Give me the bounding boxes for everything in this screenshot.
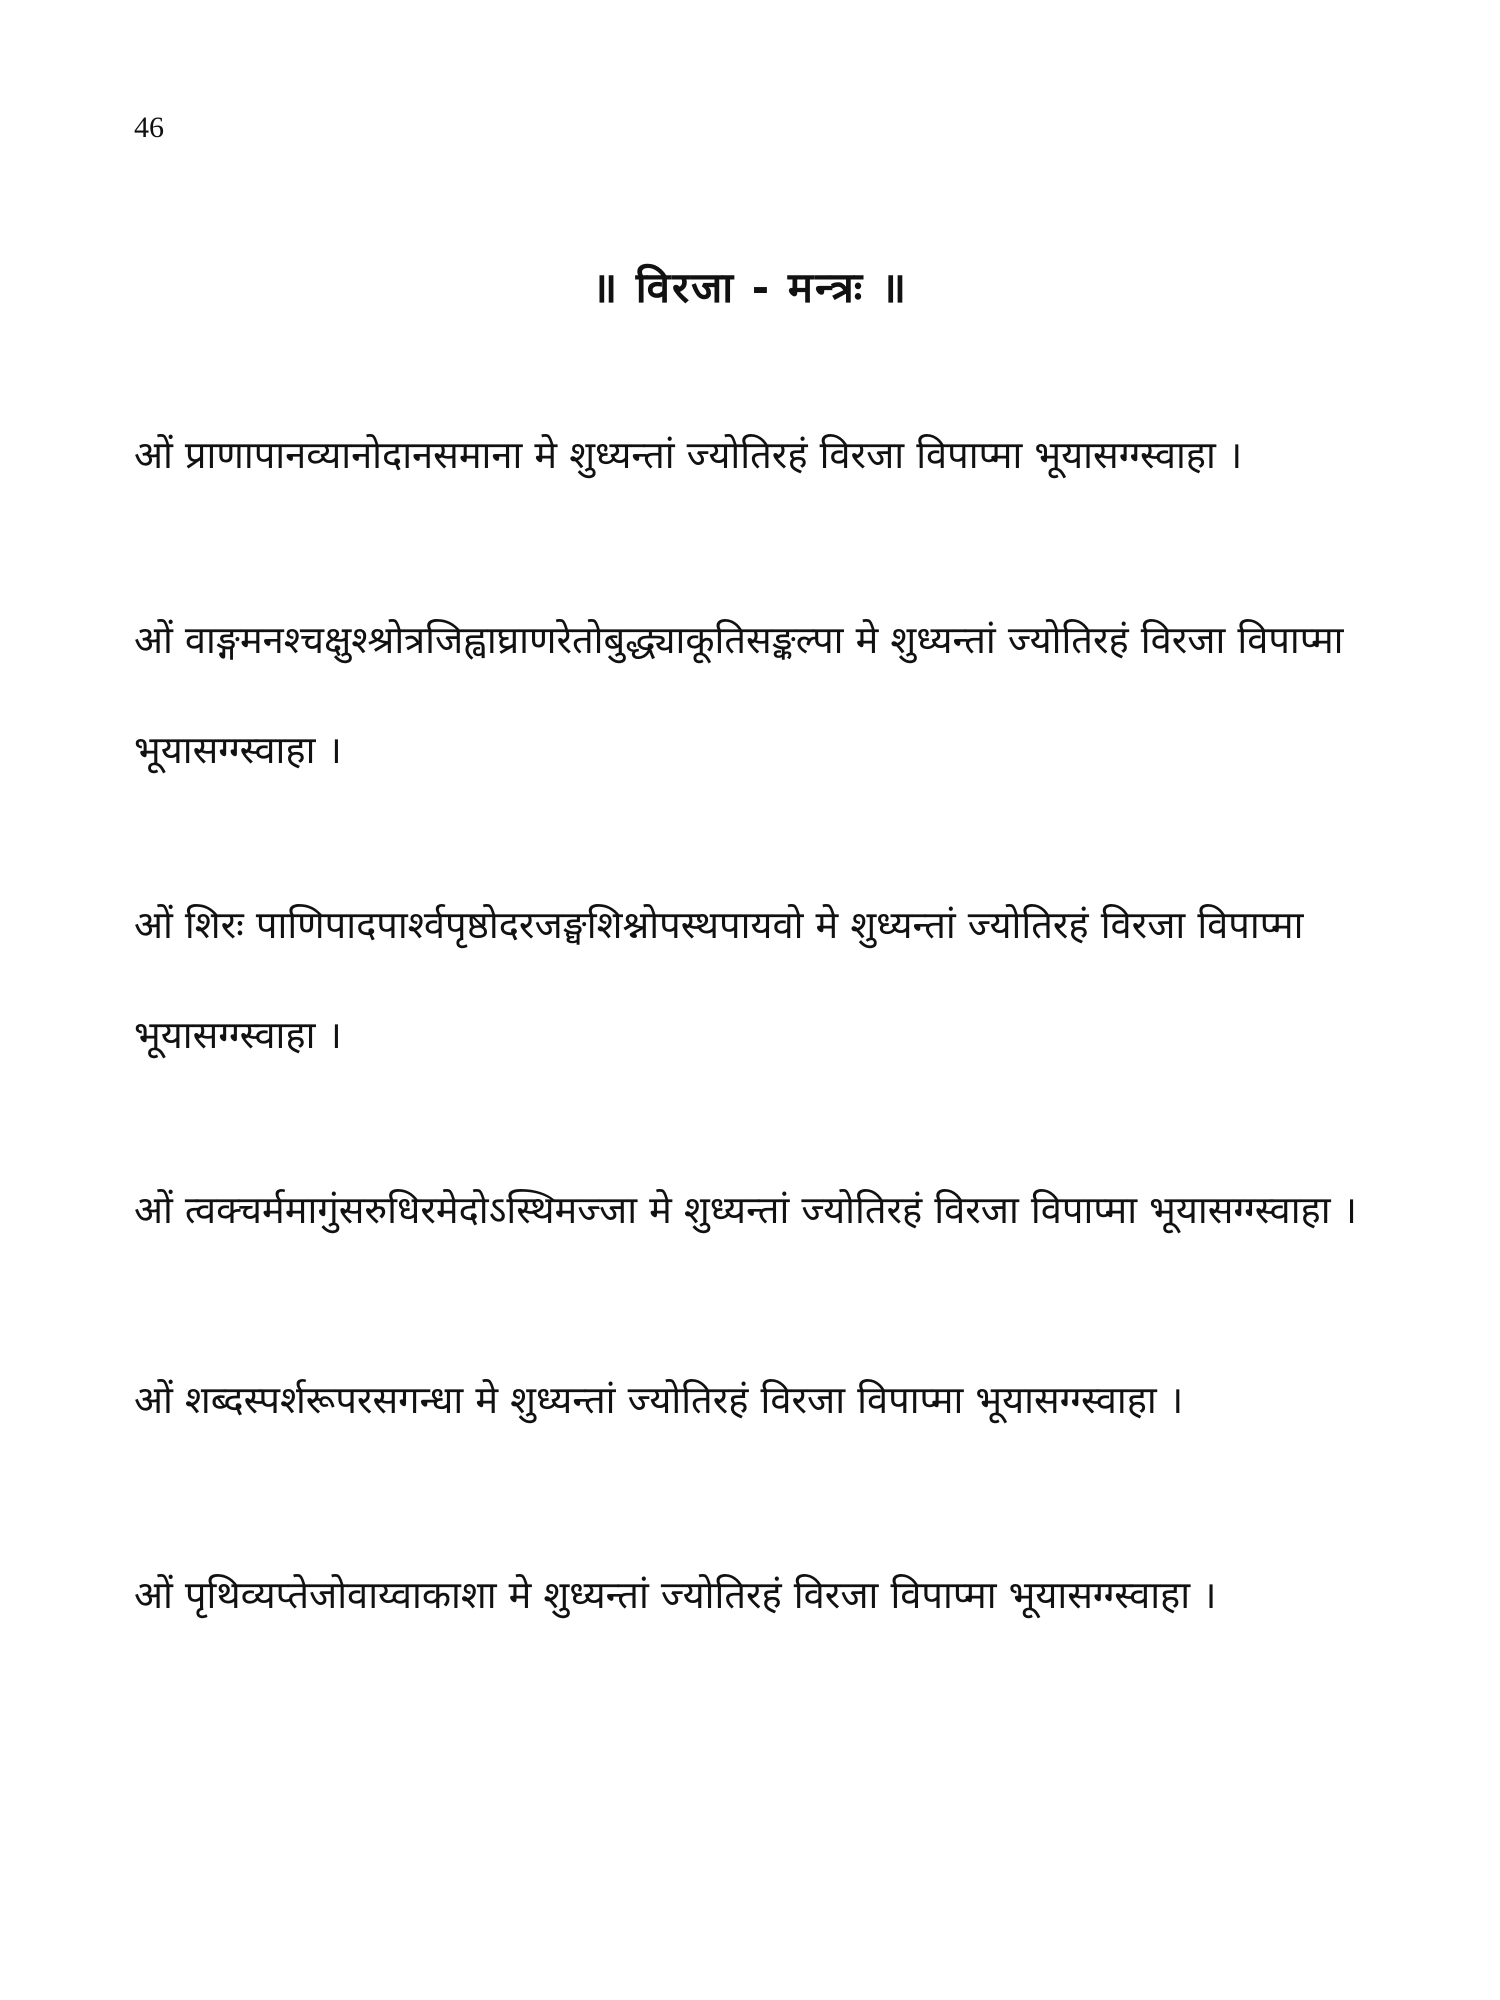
mantra-line-6: ओं पृथिव्यप्तेजोवाय्वाकाशा मे शुध्यन्तां ज्योतिरहं विरजा विपाप्मा भूयासग्ग्स्वाहा । — [134, 1573, 1217, 1617]
mantra-line-3: ओं शिरः पाणिपादपार्श्वपृष्ठोदरजङ्घशिश्नोपस्थपायवो मे शुध्यन्तां ज्योतिरहं विरजा विपाप्मा भूयासग्ग्स्वाहा । — [134, 903, 1304, 1057]
page-number: 46 — [134, 111, 164, 144]
mantra-line-4: ओं त्वक्चर्ममागुंसरुधिरमेदोऽस्थिमज्जा मे शुध्यन्तां ज्योतिरहं विरजा विपाप्मा भूयासग्ग्स्वाहा । — [134, 1188, 1358, 1232]
mantra-line-5: ओं शब्दस्पर्शरूपरसगन्धा मे शुध्यन्तां ज्योतिरहं विरजा विपाप्मा भूयासग्ग्स्वाहा । — [134, 1378, 1184, 1422]
page-title: ॥ विरजा - मन्त्रः ॥ — [591, 263, 909, 312]
mantra-line-2: ओं वाङ्गमनश्चक्षुश्श्रोत्रजिह्वाघ्राणरेतोबुद्ध्याकूतिसङ्कल्पा मे शुध्यन्तां ज्योतिरहं विरजा विपाप्मा भूयासग्ग्स्वाहा । — [134, 618, 1344, 772]
mantra-line-1: ओं प्राणापानव्यानोदानसमाना मे शुध्यन्तां ज्योतिरहं विरजा विपाप्मा भूयासग्ग्स्वाहा । — [134, 433, 1243, 477]
